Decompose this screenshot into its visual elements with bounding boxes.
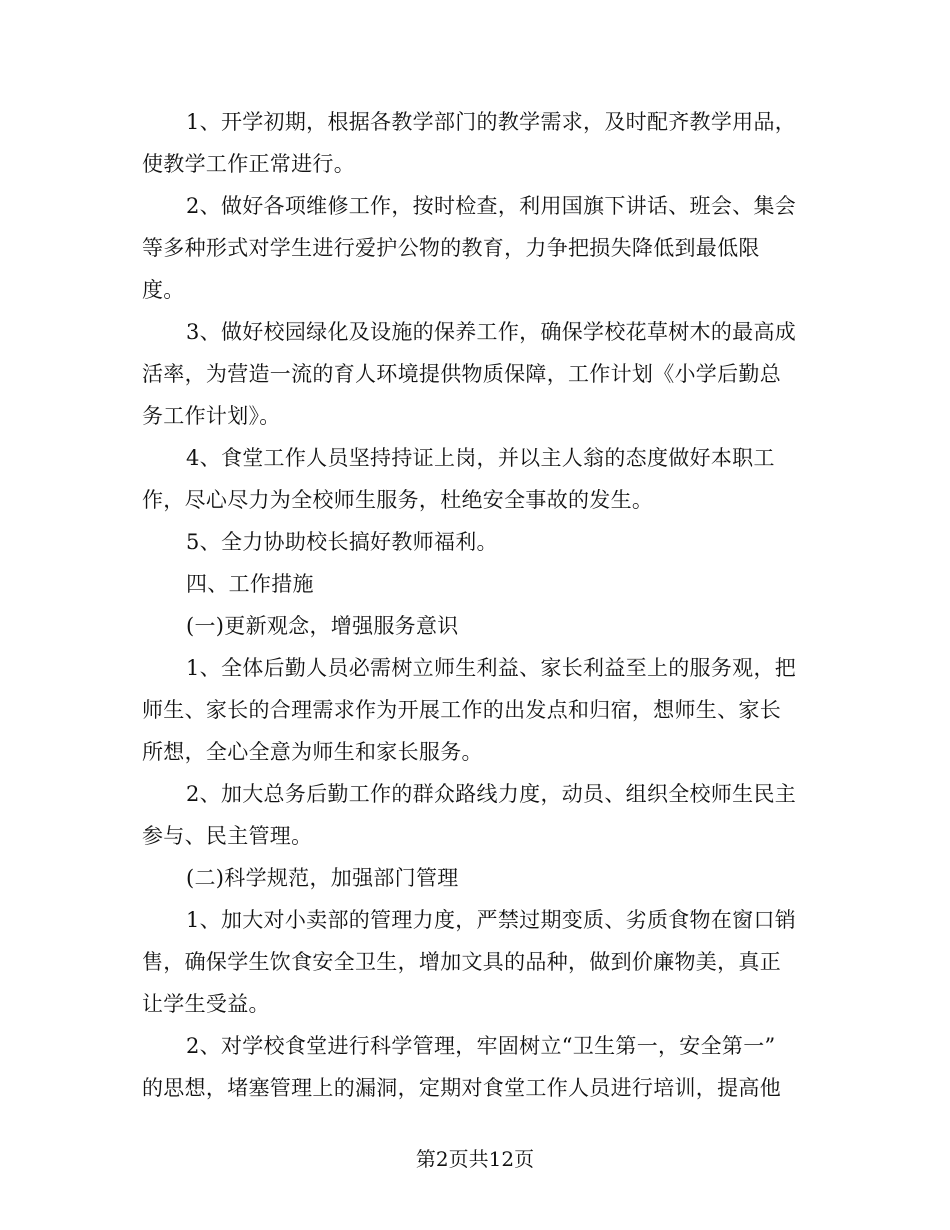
page-number: 第2页共12页 bbox=[415, 1147, 535, 1171]
paragraph-line: 所想，全心全意为师生和家长服务。 bbox=[142, 740, 483, 764]
paragraph-line: 作，尽心尽力为全校师生服务，杜绝安全事故的发生。 bbox=[142, 488, 654, 512]
paragraph-line: 的思想，堵塞管理上的漏洞，定期对食堂工作人员进行培训，提高他 bbox=[142, 1076, 781, 1100]
paragraph-line: 1、全体后勤人员必需树立师生利益、家长利益至上的服务观，把 bbox=[186, 656, 797, 680]
paragraph-line: 4、食堂工作人员坚持持证上岗，并以主人翁的态度做好本职工 bbox=[186, 446, 775, 470]
paragraph-line: 活率，为营造一流的育人环境提供物质保障，工作计划《小学后勤总 bbox=[142, 362, 781, 386]
subsection-heading: (一)更新观念，增强服务意识 bbox=[186, 614, 459, 638]
paragraph-line: 5、全力协助校长搞好教师福利。 bbox=[186, 530, 498, 554]
paragraph-line: 1、加大对小卖部的管理力度，严禁过期变质、劣质食物在窗口销 bbox=[186, 908, 797, 932]
paragraph-line: 2、对学校食堂进行科学管理，牢固树立“卫生第一，安全第一” bbox=[186, 1034, 776, 1058]
paragraph-line: 师生、家长的合理需求作为开展工作的出发点和归宿，想师生、家长 bbox=[142, 698, 781, 722]
paragraph-line: 务工作计划》。 bbox=[142, 404, 281, 428]
paragraph-line: 等多种形式对学生进行爱护公物的教育，力争把损失降低到最低限 bbox=[142, 236, 760, 260]
section-heading: 四、工作措施 bbox=[186, 572, 314, 596]
paragraph-line: 使教学工作正常进行。 bbox=[142, 152, 355, 176]
paragraph-line: 2、做好各项维修工作，按时检查，利用国旗下讲话、班会、集会 bbox=[186, 194, 797, 218]
paragraph-line: 2、加大总务后勤工作的群众路线力度，动员、组织全校师生民主 bbox=[186, 782, 797, 806]
paragraph-line: 售，确保学生饮食安全卫生，增加文具的品种，做到价廉物美，真正 bbox=[142, 950, 781, 974]
paragraph-line: 1、开学初期，根据各教学部门的教学需求，及时配齐教学用品， bbox=[186, 110, 797, 134]
paragraph-line: 度。 bbox=[142, 278, 185, 302]
paragraph-line: 3、做好校园绿化及设施的保养工作，确保学校花草树木的最高成 bbox=[186, 320, 797, 344]
body-text bbox=[142, 101, 810, 1109]
subsection-heading: (二)科学规范，加强部门管理 bbox=[186, 866, 459, 890]
paragraph-line: 参与、民主管理。 bbox=[142, 824, 313, 848]
paragraph-line: 让学生受益。 bbox=[142, 992, 270, 1016]
